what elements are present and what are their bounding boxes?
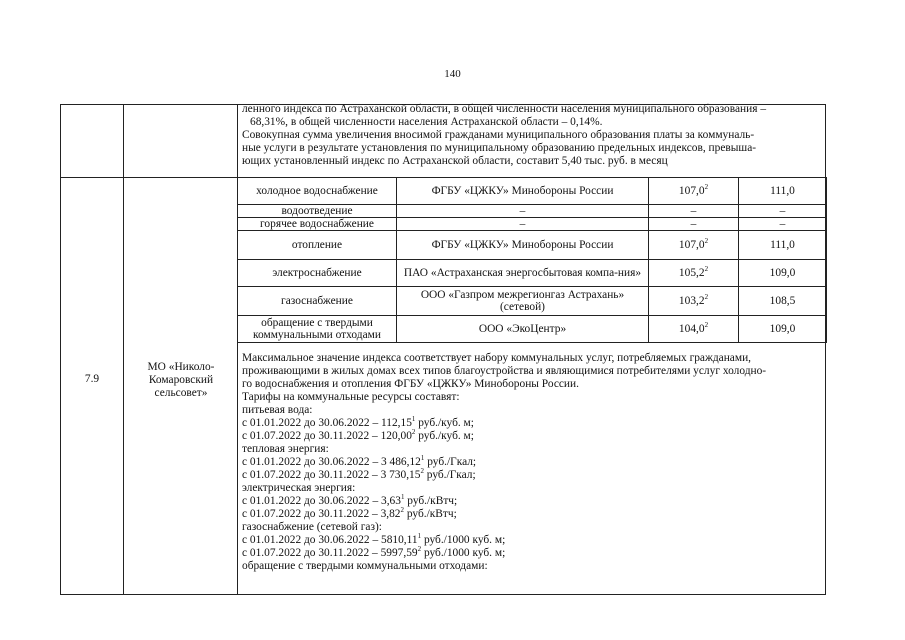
service-row: [238, 231, 827, 260]
tariff-line: с 01.01.2022 до 30.06.2022 – 3 486,12$^1$ руб./Гкал;: [242, 454, 477, 468]
service-name: газоснабжение: [238, 287, 397, 316]
previous-row-text: [242, 103, 820, 168]
tariff-line: с 01.01.2022 до 30.06.2022 – 112,15$^1$ руб./куб. м;: [242, 415, 474, 429]
provider-name: ООО «ЭкоЦентр»: [397, 316, 649, 343]
service-row: [238, 316, 827, 343]
provider-name: ООО «Газпром межрегионгаз Астрахань» (сетевой): [397, 287, 649, 316]
row-number: 7.9: [84, 373, 100, 385]
service-name: холодное водоснабжение: [238, 178, 397, 205]
max-index-value: 109,0: [739, 260, 827, 287]
service-row: [238, 260, 827, 287]
index-value: 104,0$^2$: [649, 316, 739, 343]
provider-name: ФГБУ «ЦЖКУ» Минобороны России: [397, 178, 649, 205]
description-line2: проживающими в жилых домах всех типов благоустройства и являющимися потребителями услуг холодно-: [242, 365, 767, 377]
max-index-value: 109,0: [739, 316, 827, 343]
index-value: 107,0$^2$: [649, 231, 739, 260]
max-index-value: –: [739, 205, 827, 218]
para1-line1: ленного индекса по Астраханской области, в общей численности населения муниципального образования –: [242, 103, 767, 115]
index-value: –: [649, 205, 739, 218]
max-index-value: 108,5: [739, 287, 827, 316]
service-name: водоотведение: [238, 205, 397, 218]
page-number: 140: [444, 68, 461, 80]
service-row: [238, 205, 827, 218]
tariff-line: с 01.07.2022 до 30.11.2022 – 120,00$^2$ руб./куб. м;: [242, 428, 474, 442]
para2-line2: ные услуги в результате установления по муниципальному образованию предельных индексов, превыша-: [242, 142, 757, 154]
service-row: [238, 287, 827, 316]
max-index-value: –: [739, 218, 827, 231]
municipality-name: МО «Николо-Комаровский сельсовет»: [147, 361, 215, 399]
tariff-label: питьевая вода:: [242, 404, 313, 416]
provider-name: ПАО «Астраханская энергосбытовая компа-ния»: [397, 260, 649, 287]
service-name: обращение с твердыми коммунальными отходами: [238, 316, 397, 343]
index-value: 107,0$^2$: [649, 178, 739, 205]
para2-line1: Совокупная сумма увеличения вносимой гражданами муниципального образования платы за коммуналь-: [242, 129, 755, 141]
tariff-line: с 01.07.2022 до 30.11.2022 – 5997,59$^2$ руб./1000 куб. м;: [242, 545, 506, 559]
tariff-line: с 01.01.2022 до 30.06.2022 – 5810,11$^1$ руб./1000 куб. м;: [242, 532, 506, 546]
service-name: отопление: [238, 231, 397, 260]
document-table: [60, 104, 826, 595]
tariff-label: тепловая энергия:: [242, 443, 329, 455]
service-row: [238, 178, 827, 205]
tariff-label: электрическая энергия:: [242, 482, 356, 494]
tariff-label: газоснабжение (сетевой газ):: [242, 521, 382, 533]
service-name: электроснабжение: [238, 260, 397, 287]
description-line1: Максимальное значение индекса соответствует набору коммунальных услуг, потребляемых гражданами,: [242, 352, 752, 364]
col-divider-1: [123, 105, 124, 594]
max-index-value: 111,0: [739, 178, 827, 205]
services-table: [237, 177, 826, 343]
service-row: [238, 218, 827, 231]
index-value: 103,2$^2$: [649, 287, 739, 316]
provider-name: –: [397, 218, 649, 231]
max-index-value: 111,0: [739, 231, 827, 260]
description-line3: го водоснабжения и отопления ФГБУ «ЦЖКУ» Минобороны России.: [242, 378, 579, 390]
para2-line3: ющих установленный индекс по Астраханской области, составит 5,40 тыс. руб. в месяц: [242, 155, 668, 167]
index-value: –: [649, 218, 739, 231]
tariff-line: с 01.07.2022 до 30.11.2022 – 3 730,15$^2$ руб./Гкал;: [242, 467, 476, 481]
provider-name: ФГБУ «ЦЖКУ» Минобороны России: [397, 231, 649, 260]
tariff-label: обращение с твердыми коммунальными отходами:: [242, 560, 488, 572]
description-block: [242, 352, 820, 573]
tariff-line: с 01.07.2022 до 30.11.2022 – 3,82$^2$ руб./кВтч;: [242, 506, 457, 520]
para1-line2: 68,31%, в общей численности населения Астраханской области – 0,14%.: [250, 116, 603, 128]
index-value: 105,2$^2$: [649, 260, 739, 287]
provider-name: –: [397, 205, 649, 218]
service-name: горячее водоснабжение: [238, 218, 397, 231]
tariff-line: с 01.01.2022 до 30.06.2022 – 3,63$^1$ руб./кВтч;: [242, 493, 458, 507]
tariffs-list: [242, 404, 820, 573]
tariffs-heading: Тарифы на коммунальные ресурсы составят:: [242, 391, 460, 403]
